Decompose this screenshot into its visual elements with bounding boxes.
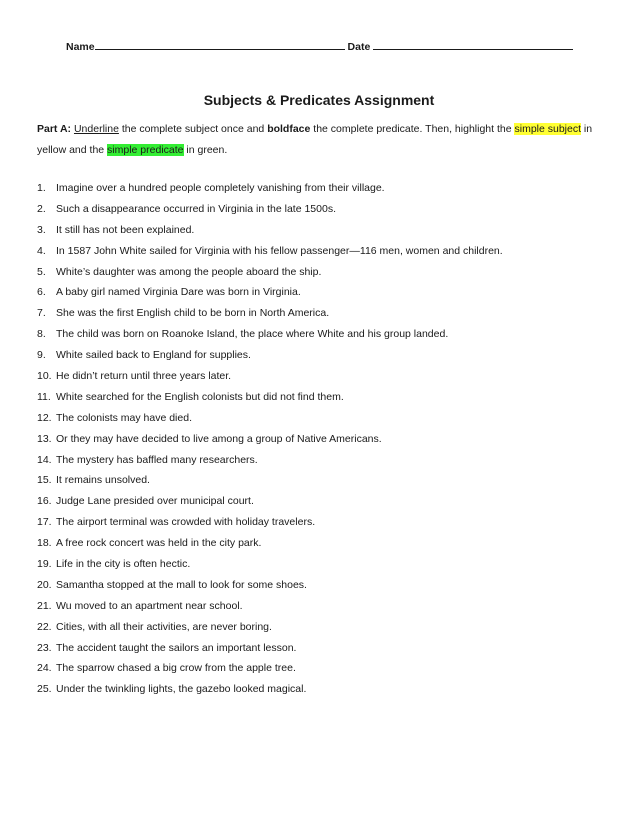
part-a-label: Part A:: [37, 123, 72, 135]
sentence-item: [37, 554, 597, 575]
sentence-text: The mystery has baffled many researchers.: [56, 453, 258, 466]
sentence-text: A baby girl named Virginia Dare was born in Virginia.: [56, 286, 301, 299]
date-label: Date: [347, 41, 371, 53]
sentence-item: [37, 575, 597, 596]
sentence-item: [37, 491, 597, 512]
sentence-item: [37, 408, 597, 429]
simple-predicate-highlight: simple predicate: [107, 144, 184, 156]
sentence-text: Cities, with all their activities, are never boring.: [56, 620, 272, 633]
instructions-text-3: in yellow and the: [37, 123, 593, 156]
sentence-item: [37, 303, 597, 324]
sentence-item: [37, 533, 597, 554]
sentence-list: [37, 178, 597, 700]
sentence-item: [37, 679, 597, 700]
sentence-text: Wu moved to an apartment near school.: [56, 599, 243, 612]
page-title: Subjects & Predicates Assignment: [203, 92, 435, 108]
sentence-text: Samantha stopped at the mall to look for some shoes.: [56, 578, 307, 591]
sentence-item: [37, 262, 597, 283]
sentence-item: [37, 282, 597, 303]
underline-keyword: Underline: [73, 123, 119, 135]
simple-subject-highlight: simple subject: [514, 123, 582, 135]
sentence-text: He didn’t return until three years later.: [56, 370, 232, 383]
sentence-text: It still has not been explained.: [56, 223, 195, 236]
sentence-item: [37, 617, 597, 638]
sentence-item: [37, 178, 597, 199]
sentence-number: 6.: [37, 286, 46, 299]
sentence-item: [37, 241, 597, 262]
date-blank-line[interactable]: [373, 38, 573, 50]
sentence-text: It remains unsolved.: [56, 474, 150, 487]
name-date-header: [66, 38, 586, 53]
sentence-number: 20.: [37, 578, 52, 591]
sentence-item: [37, 470, 597, 491]
sentence-text: Life in the city is often hectic.: [56, 558, 191, 571]
sentence-number: 14.: [37, 453, 52, 466]
sentence-text: White sailed back to England for supplies.: [56, 349, 251, 362]
sentence-text: The child was born on Roanoke Island, the place where White and his group landed.: [56, 328, 449, 341]
sentence-number: 21.: [37, 599, 52, 612]
sentence-number: 25.: [37, 683, 52, 696]
sentence-number: 12.: [37, 411, 52, 424]
sentence-number: 10.: [37, 370, 52, 383]
sentence-text: White searched for the English colonists but did not find them.: [56, 390, 344, 403]
sentence-number: 2.: [37, 202, 46, 215]
sentence-number: 17.: [37, 516, 52, 529]
sentence-text: A free rock concert was held in the city park.: [56, 537, 262, 550]
sentence-text: The sparrow chased a big crow from the apple tree.: [56, 662, 296, 675]
sentence-item: [37, 345, 597, 366]
sentence-item: [37, 199, 597, 220]
sentence-number: 8.: [37, 328, 46, 341]
sentence-item: [37, 220, 597, 241]
sentence-number: 3.: [37, 223, 46, 236]
sentence-item: [37, 366, 597, 387]
sentence-text: She was the first English child to be born in North America.: [56, 307, 330, 320]
sentence-text: Judge Lane presided over municipal court.: [56, 495, 254, 508]
sentence-number: 9.: [37, 349, 46, 362]
sentence-number: 11.: [37, 390, 51, 403]
sentence-number: 22.: [37, 620, 52, 633]
sentence-text: Under the twinkling lights, the gazebo looked magical.: [56, 683, 307, 696]
part-a-instructions: [37, 119, 607, 161]
sentence-item: [37, 658, 597, 679]
sentence-item: [37, 450, 597, 471]
sentence-text: The airport terminal was crowded with holiday travelers.: [56, 516, 316, 529]
sentence-number: 4.: [37, 244, 46, 257]
instructions-text-1: the complete subject once and: [118, 123, 268, 135]
sentence-text: Imagine over a hundred people completely vanishing from their village.: [56, 182, 385, 194]
sentence-text: In 1587 John White sailed for Virginia with his fellow passenger—116 men, women and children.: [56, 244, 503, 257]
sentence-text: Or they may have decided to live among a group of Native Americans.: [56, 432, 382, 445]
sentence-number: 13.: [37, 432, 52, 445]
name-blank-line[interactable]: [95, 38, 345, 50]
sentence-number: 24.: [37, 662, 52, 675]
sentence-text: The accident taught the sailors an important lesson.: [56, 641, 297, 654]
instructions-text-4: in green.: [183, 144, 228, 156]
sentence-number: 19.: [37, 558, 52, 571]
sentence-number: 23.: [37, 641, 52, 654]
sentence-number: 18.: [37, 537, 52, 550]
name-label: Name: [66, 41, 95, 53]
sentence-number: 15.: [37, 474, 52, 487]
sentence-text: Such a disappearance occurred in Virginia in the late 1500s.: [56, 202, 336, 215]
sentence-number: 7.: [37, 307, 46, 320]
sentence-text: White’s daughter was among the people aboard the ship.: [56, 265, 322, 278]
boldface-keyword: boldface: [267, 123, 311, 135]
sentence-item: [37, 387, 597, 408]
sentence-item: [37, 512, 597, 533]
sentence-number: 16.: [37, 495, 52, 508]
sentence-item: [37, 429, 597, 450]
instructions-text-2: the complete predicate. Then, highlight the: [310, 123, 515, 135]
sentence-item: [37, 638, 597, 659]
sentence-text: The colonists may have died.: [56, 411, 192, 424]
sentence-item: [37, 324, 597, 345]
sentence-item: [37, 596, 597, 617]
sentence-number: 1.: [37, 182, 46, 194]
sentence-number: 5.: [37, 265, 46, 278]
